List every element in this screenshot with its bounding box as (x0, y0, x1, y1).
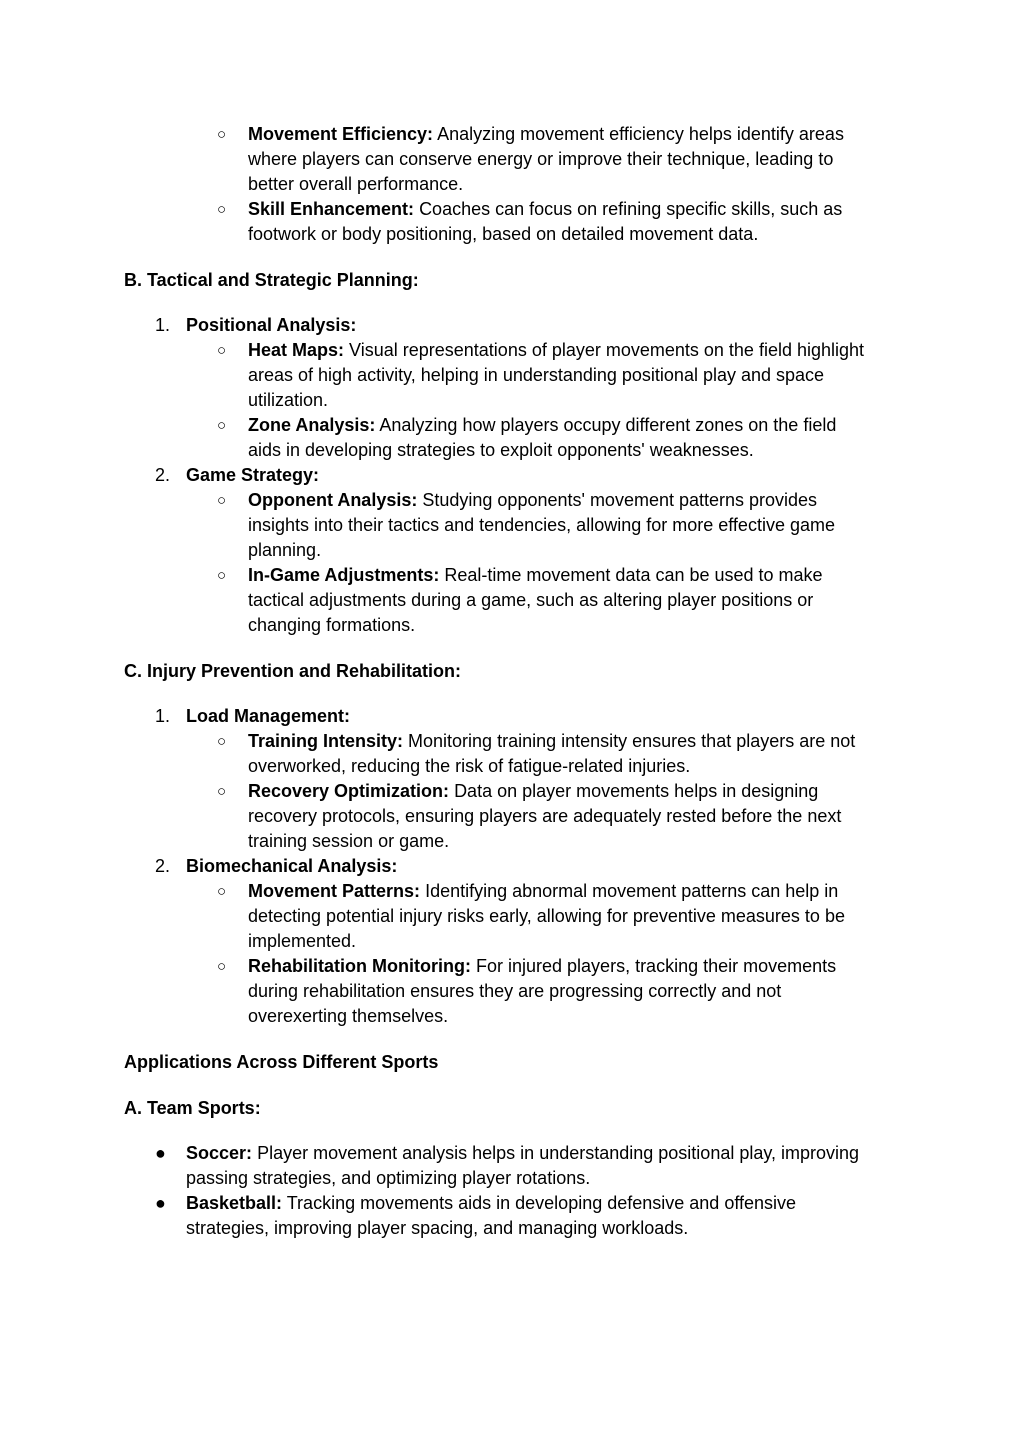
text-line: training session or game. (248, 831, 450, 851)
list-number: 1. (155, 706, 171, 726)
text-line: passing strategies, and optimizing player rotations. (186, 1168, 591, 1188)
list-item-game-strategy: Game Strategy: (186, 465, 320, 485)
text-line: where players can conserve energy or improve their technique, leading to (248, 149, 834, 169)
term: Soccer: (186, 1143, 253, 1163)
bullet-item-basketball (186, 1191, 796, 1216)
sub-item-movement-patterns (248, 879, 838, 904)
text: Studying opponents' movement patterns provides (422, 490, 818, 510)
sub-item-heat-maps (248, 338, 864, 363)
text: Coaches can focus on refining specific skills, such as (419, 199, 843, 219)
text: Analyzing movement efficiency helps identify areas (437, 124, 844, 144)
text-line: footwork or body positioning, based on detailed movement data. (248, 224, 759, 244)
list-number: 2. (155, 465, 171, 485)
text: Identifying abnormal movement patterns can help in (425, 881, 839, 901)
sub-item-in-game-adjustments (248, 563, 823, 588)
text: Analyzing how players occupy different zones on the field (379, 415, 837, 435)
sub-item-training-intensity (248, 729, 855, 754)
text-line: strategies, improving player spacing, and managing workloads. (186, 1218, 689, 1238)
text-line: aids in developing strategies to exploit opponents' weaknesses. (248, 440, 754, 460)
circle-bullet-icon: ○ (217, 958, 227, 975)
text-line: changing formations. (248, 615, 416, 635)
term: Basketball: (186, 1193, 283, 1213)
sub-item-recovery-optimization (248, 779, 818, 804)
text-line: overexerting themselves. (248, 1006, 449, 1026)
text-line: overworked, reducing the risk of fatigue-related injuries. (248, 756, 691, 776)
circle-bullet-icon: ○ (217, 883, 227, 900)
section-heading-c: C. Injury Prevention and Rehabilitation: (124, 661, 462, 681)
text: Real-time movement data can be used to make (444, 565, 823, 585)
text: Data on player movements helps in designing (454, 781, 819, 801)
circle-bullet-icon: ○ (217, 342, 227, 359)
sub-item-opponent-analysis (248, 488, 817, 513)
sub-item-skill-enhancement (248, 197, 842, 222)
term: Skill Enhancement: (248, 199, 415, 219)
text-line: tactical adjustments during a game, such as altering player positions or (248, 590, 814, 610)
sub-item-rehabilitation-monitoring (248, 954, 836, 979)
term: Rehabilitation Monitoring: (248, 956, 471, 976)
text-line: during rehabilitation ensures they are progressing correctly and not (248, 981, 782, 1001)
text-line: areas of high activity, helping in understanding positional play and space (248, 365, 825, 385)
term: Movement Efficiency: (248, 124, 434, 144)
circle-bullet-icon: ○ (217, 126, 227, 143)
list-number: 1. (155, 315, 171, 335)
dot-bullet-icon: ● (155, 1193, 166, 1213)
subsection-heading-team-sports: A. Team Sports: (124, 1098, 261, 1118)
text: For injured players, tracking their movements (476, 956, 837, 976)
circle-bullet-icon: ○ (217, 783, 227, 800)
text-line: insights into their tactics and tendencies, allowing for more effective game (248, 515, 835, 535)
term: Zone Analysis: (248, 415, 376, 435)
text: Player movement analysis helps in understanding positional play, improving (257, 1143, 860, 1163)
text-line: recovery protocols, ensuring players are adequately rested before the next (248, 806, 842, 826)
section-heading-applications: Applications Across Different Sports (124, 1052, 439, 1072)
sub-item-movement-efficiency (248, 122, 844, 147)
text: Visual representations of player movements on the field highlight (349, 340, 865, 360)
circle-bullet-icon: ○ (217, 201, 227, 218)
text-line: planning. (248, 540, 322, 560)
dot-bullet-icon: ● (155, 1143, 166, 1163)
list-number: 2. (155, 856, 171, 876)
list-item-load-management: Load Management: (186, 706, 351, 726)
section-heading-b: B. Tactical and Strategic Planning: (124, 270, 419, 290)
list-item-biomechanical-analysis: Biomechanical Analysis: (186, 856, 398, 876)
term: Opponent Analysis: (248, 490, 418, 510)
text-line: implemented. (248, 931, 357, 951)
circle-bullet-icon: ○ (217, 417, 227, 434)
text-line: detecting potential injury risks early, allowing for preventive measures to be (248, 906, 845, 926)
term: Movement Patterns: (248, 881, 421, 901)
text-line: utilization. (248, 390, 329, 410)
term: Recovery Optimization: (248, 781, 450, 801)
list-item-positional-analysis: Positional Analysis: (186, 315, 357, 335)
text: Tracking movements aids in developing defensive and offensive (286, 1193, 797, 1213)
term: In-Game Adjustments: (248, 565, 440, 585)
text: Monitoring training intensity ensures that players are not (408, 731, 856, 751)
sub-item-zone-analysis (248, 413, 836, 438)
circle-bullet-icon: ○ (217, 567, 227, 584)
circle-bullet-icon: ○ (217, 492, 227, 509)
term: Heat Maps: (248, 340, 345, 360)
term: Training Intensity: (248, 731, 404, 751)
bullet-item-soccer (186, 1141, 859, 1166)
circle-bullet-icon: ○ (217, 733, 227, 750)
text-line: better overall performance. (248, 174, 464, 194)
